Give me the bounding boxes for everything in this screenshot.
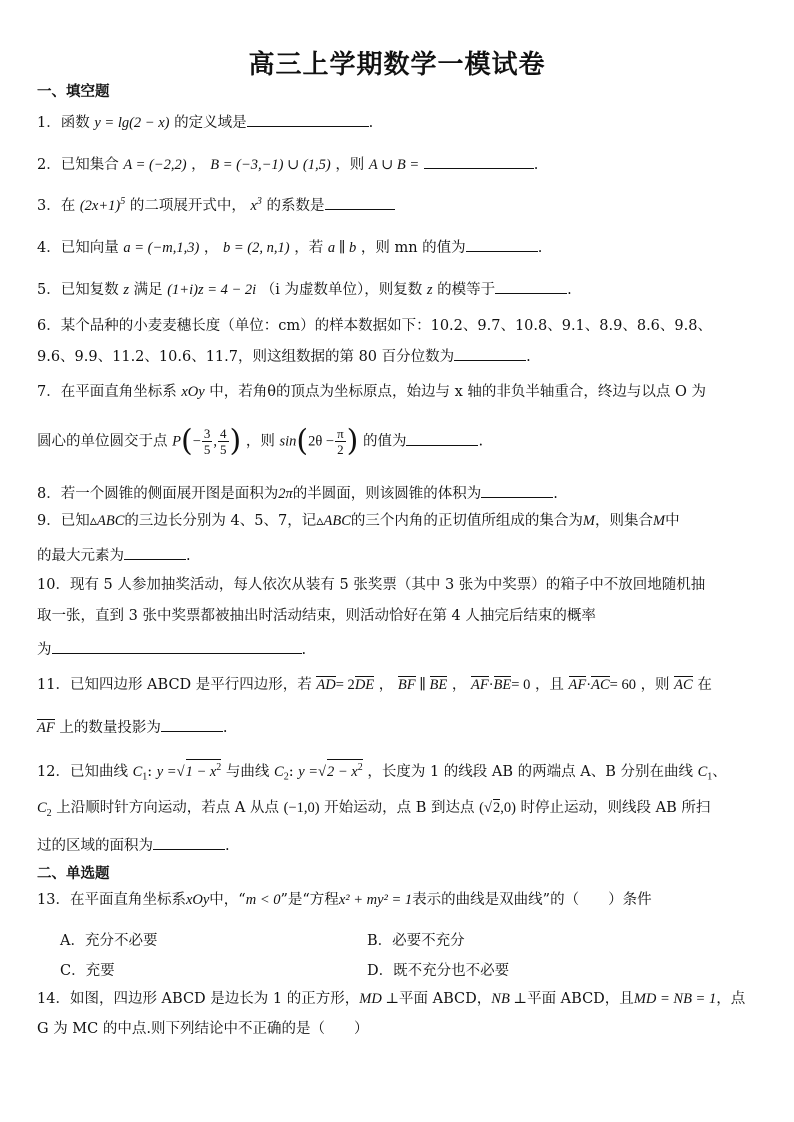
answer-blank[interactable] xyxy=(495,279,567,294)
q2-set-b: B = (−3,−1) ∪ (1,5) xyxy=(210,157,331,173)
q3-term: $x^3$ xyxy=(250,196,262,214)
question-14-line-1: 14．如图，四边形 ABCD 是边长为 1 的正方形，MD ⊥平面 ABCD，NB ⊥平面 ABCD，且MD = NB = 1，点 xyxy=(37,991,746,1007)
q13-option-c[interactable]: C．充要 xyxy=(60,963,115,979)
q2-union: A ∪ B = xyxy=(368,157,420,173)
q4-vector-b: b = (2, n,1) xyxy=(223,240,290,256)
question-10-line-3: 为 . xyxy=(37,639,306,659)
question-6-line-2: 9.6、9.9、11.2、10.6、11.7，则这组数据的第 80 百分位数为 . xyxy=(37,346,531,366)
question-8: 8．若一个圆锥的侧面展开图是面积为2π的半圆面，则该圆锥的体积为 . xyxy=(37,483,558,503)
question-12-line-2: $C_2$ 上沿顺时针方向运动，若点 A 从点 (−1,0) 开始运动，点 B 到达点 (√2,0) 时停止运动，则线段 AB 所扫 xyxy=(37,800,711,819)
q4-parallel: a ∥ b xyxy=(327,240,357,256)
question-13: 13．在平面直角坐标系xOy中，“m < 0”是“方程x² + my² = 1表示的曲线是双曲线”的（ ）条件 xyxy=(37,892,652,908)
question-7-line-1: 7．在平面直角坐标系 xOy 中，若角θ的顶点为坐标原点，始边与 x 轴的非负半轴重合，终边与以点 O 为 xyxy=(37,384,707,400)
question-6-line-1: 6．某个品种的小麦麦穗长度（单位：cm）的样本数据如下：10.2、9.7、10.8、9.1、8.9、8.6、9.8、 xyxy=(37,318,712,334)
answer-blank[interactable] xyxy=(52,639,302,654)
answer-blank[interactable] xyxy=(153,835,225,850)
question-14-line-2: G 为 MC 的中点.则下列结论中不正确的是（ ） xyxy=(37,1021,369,1037)
q5-equation: (1+i)z = 4 − 2i xyxy=(167,282,257,298)
q4-vector-a: a = (−m,1,3) xyxy=(123,240,200,256)
q7-fraction-y: $\frac{4}{5}$ xyxy=(220,426,227,457)
question-3: 3．在 $(2x+1)^5$ 的二项展开式中， $x^3$ 的系数是 xyxy=(37,195,395,215)
question-5: 5．已知复数 z 满足 (1+i)z = 4 − 2i （i 为虚数单位），则复数 z 的模等于 . xyxy=(37,279,572,299)
answer-blank[interactable] xyxy=(454,346,526,361)
section-single-choice: 二、单选题 xyxy=(37,866,110,882)
question-11-line-1: 11．已知四边形 ABCD 是平行四边形，若 AD= 2DE ， BF ∥ BE ， AF·BE= 0 ，且 AF·AC= 60 ，则 AC 在 xyxy=(37,677,712,693)
q3-binomial: $(2x+1)^5$ xyxy=(79,196,126,214)
question-12-line-3: 过的区域的面积为 . xyxy=(37,835,230,855)
exam-title: 高三上学期数学一模试卷 xyxy=(248,50,546,80)
answer-blank[interactable] xyxy=(406,431,478,446)
question-2: 2．已知集合 A = (−2,2) ， B = (−3,−1) ∪ (1,5) ，则 A ∪ B = . xyxy=(37,154,538,174)
q13-option-b[interactable]: B．必要不充分 xyxy=(367,933,465,949)
question-9-line-2: 的最大元素为 . xyxy=(37,545,191,565)
question-11-line-2: AF 上的数量投影为 . xyxy=(37,717,227,737)
question-9-line-1: 9．已知▵ABC的三边长分别为 4、5、7，记▵ABC的三个内角的正切值所组成的集合为M，则集合M中 xyxy=(37,513,680,529)
q1-function: y = lg(2 − x) xyxy=(94,115,170,131)
answer-blank[interactable] xyxy=(247,112,369,127)
answer-blank[interactable] xyxy=(481,483,553,498)
section-fill-in-the-blank: 一、填空题 xyxy=(37,84,110,100)
answer-blank[interactable] xyxy=(161,717,223,732)
q2-set-a: A = (−2,2) xyxy=(123,157,187,173)
question-12-line-1: 12．已知曲线 $C_1$: $y =√1 - x^2$ 与曲线 $C_2$: $y =√2 - x^2$ ，长度为 1 的线段 AB 的两端点 A、B 分别在曲线 $C_1$、 xyxy=(37,759,727,784)
answer-blank[interactable] xyxy=(424,154,534,169)
question-10-line-1: 10．现有 5 人参加抽奖活动，每人依次从装有 5 张奖票（其中 3 张为中奖票）的箱子中不放回地随机抽 xyxy=(37,577,706,593)
answer-blank[interactable] xyxy=(325,195,395,210)
answer-blank[interactable] xyxy=(124,545,186,560)
question-7-line-2: 圆心的单位圆交于点 P(− $\frac{3}{5}$ , $\frac{4}{5}$ ) ，则 sin(2θ − $\frac{\pi}{2}$ ) 的值为 . xyxy=(37,423,484,459)
question-1: 1．函数 y = lg(2 − x) 的定义域是 . xyxy=(37,112,373,132)
q13-option-d[interactable]: D．既不充分也不必要 xyxy=(367,963,510,979)
question-10-line-2: 取一张，直到 3 张中奖票都被抽出时活动结束，则活动恰好在第 4 人抽完后结束的概率 xyxy=(37,608,596,624)
q13-option-a[interactable]: A．充分不必要 xyxy=(60,933,158,949)
q7-fraction-x: $\frac{3}{5}$ xyxy=(203,426,211,457)
q7-fraction-pi: $\frac{\pi}{2}$ xyxy=(337,426,344,457)
answer-blank[interactable] xyxy=(466,237,538,252)
question-4: 4．已知向量 a = (−m,1,3) ， b = (2, n,1) ，若 a ∥ b ，则 mn 的值为 . xyxy=(37,237,542,257)
